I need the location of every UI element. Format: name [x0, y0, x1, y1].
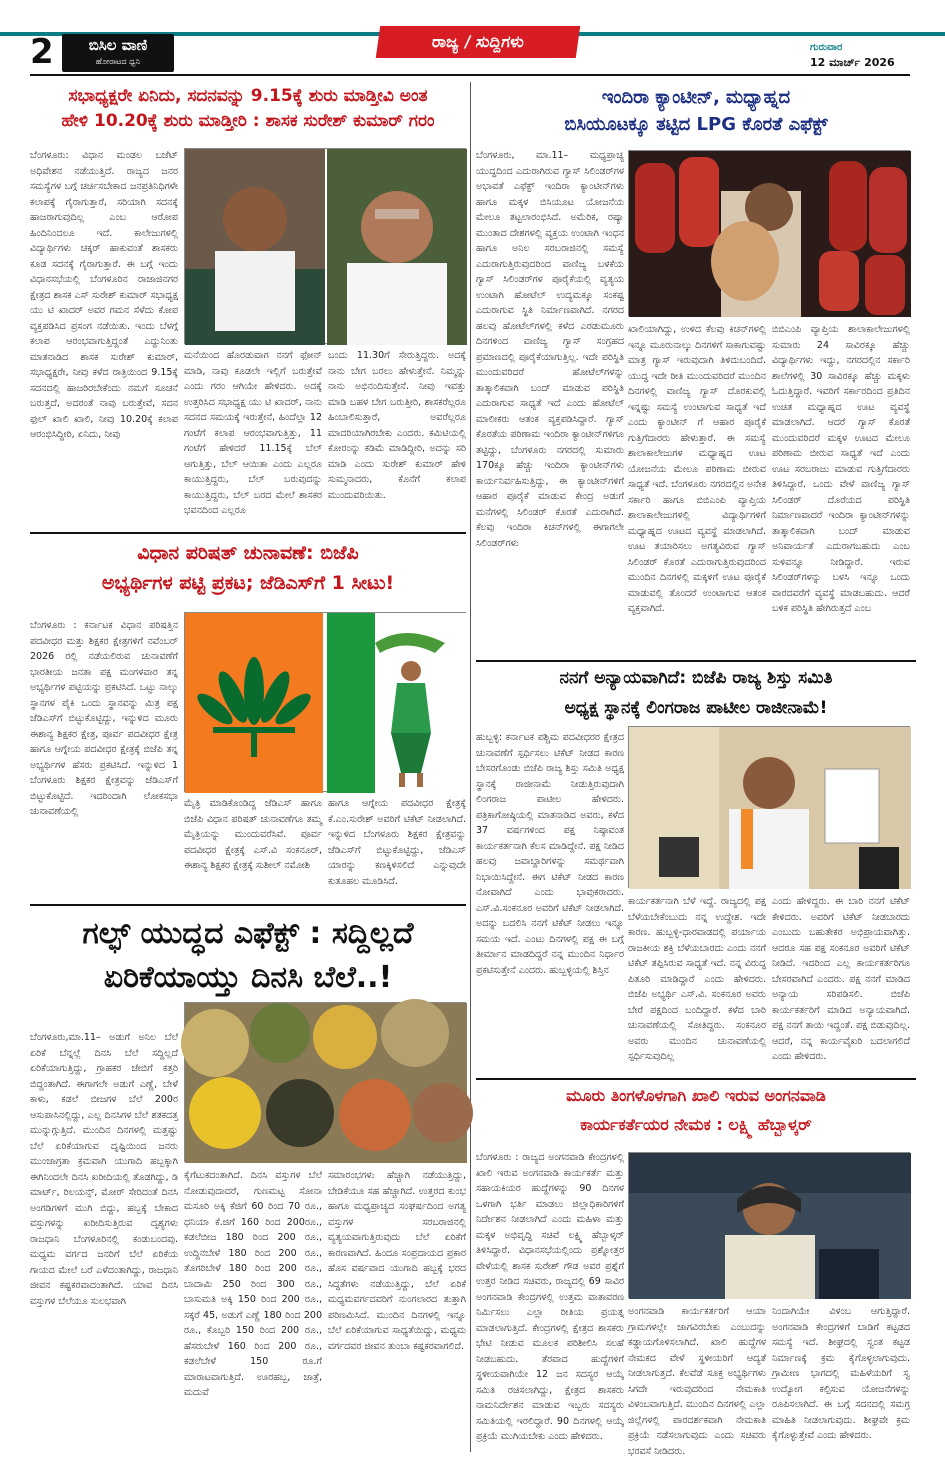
indira-headline-line2: ಬಿಸಿಯೂಟಕ್ಕೂ ತಟ್ಟಿದ LPG ಕೊರತೆ ಎಫೆಕ್ಟ್: [564, 114, 828, 135]
resign-headline-line1: ನನಗೆ ಅನ್ಯಾಯವಾಗಿದೆ: ಬಿಜೆಪಿ ರಾಜ್ಯ ಶಿಸ್ತು ಸಮಿತಿ: [559, 668, 833, 688]
indira-col2: ಖಾಲಿಯಾಗಿದ್ದು, ಉಳಿದ ಕೆಲವು ಕಿಚನ್‌ಗಳಲ್ಲಿ ಇನ್ನೂ ಮೂರುನಾಲ್ಕು ದಿನಗಳಿಗೆ ಸಾಕಾಗುವಷ್ಟು ಮಾತ್ರ ಗ್ಯಾಸ್ ಇರುವುದಾಗಿ ತಿಳಿದುಬಂದಿದೆ. ಯುದ್ಧ ಇದೇ ರೀತಿ ಮುಂದುವರಿದರೆ ಮುಂದಿನ ದಿನಗಳಲ್ಲಿ ವಾಣಿಜ್ಯ ಗ್ಯಾಸ್ ದೊರಕುವಲ್ಲಿ ಇನ್ನಷ್ಟು ಸಮಸ್ಯೆ ಉಂಟಾಗುವ ಸಾಧ್ಯತೆ ಇದೆ ಎಂದು ಕ್ಯಾಂಟೀನ್ ಗೆ ಆಹಾರ ಪೂರೈಕೆ ಗುತ್ತಿಗೆದಾರರು ಹೇಳುತ್ತಾರೆ. ಈ ಸಮಸ್ಯೆ ಶಾಲಾಕಾಲೇಜುಗಳ ಮಧ್ಯಾಹ್ನದ ಊಟ ಯೋಜನೆಯ ಮೇಲೂ ಪರಿಣಾಮ ಬೀರುವ ಸಾಧ್ಯತೆ ಇದೆ. ಬೆಂಗಳೂರು ನಗರದಲ್ಲಿನ ಅನೇಕ ಸರ್ಕಾರಿ ಹಾಗೂ ಬಿಬಿಎಂಪಿ ವ್ಯಾಪ್ತಿಯ ಶಾಲಾಕಾಲೇಜುಗಳಲ್ಲಿ ವಿದ್ಯಾರ್ಥಿಗಳಿಗೆ ಮಧ್ಯಾಹ್ನದ ಊಟದ ವ್ಯವಸ್ಥೆ ಮಾಡಲಾಗಿದೆ. ಊಟ ತಯಾರಿಸಲು ಅಗತ್ಯವಿರುವ ಗ್ಯಾಸ್ ಸಿಲಿಂಡರ್ ಕೊರತೆ ಎದುರಾಗುತ್ತಿರುವುದರಿಂದ ಮುಂದಿನ ದಿನಗಳಲ್ಲಿ ಮಕ್ಕಳಿಗೆ ಊಟ ಪೂರೈಕೆ ಮಾಡುವಲ್ಲಿ ತೊಂದರೆ ಉಂಟಾಗುವ ಆತಂಕ ವ್ಯಕ್ತವಾಗಿದೆ.: [628, 324, 766, 614]
day-label: ಗುರುವಾರ: [810, 42, 843, 53]
anganwadi-col1: ಬೆಂಗಳೂರು : ರಾಜ್ಯದ ಅಂಗನವಾಡಿ ಕೇಂದ್ರಗಳಲ್ಲಿ ಖಾಲಿ ಇರುವ ಅಂಗನವಾಡಿ ಕಾರ್ಯಕರ್ತೆ ಮತ್ತು ಸಹಾಯಕಿಯರ ಹುದ್ದೆಗಳನ್ನು 90 ದಿನಗಳ ಒಳಗಾಗಿ ಭರ್ತಿ ಮಾಡಲು ಜಿಲ್ಲಾಧಿಕಾರಿಗಳಿಗೆ ನಿರ್ದೇಶನ ನೀಡಲಾಗಿದೆ ಎಂದು ಮಹಿಳಾ ಮತ್ತು ಮಕ್ಕಳ ಅಭಿವೃದ್ಧಿ ಸಚಿವೆ ಲಕ್ಷ್ಮಿ ಹೆಬ್ಬಾಳ್ಕರ್ ತಿಳಿಸಿದ್ದಾರೆ. ವಿಧಾನಸಭೆಯಲ್ಲಿಂದು ಪ್ರಶ್ನೋತ್ತರ ವೇಳೆಯಲ್ಲಿ ಶಾಸಕ ಸುರೇಶ್ ಗೌಡ ಅವರ ಪ್ರಶ್ನೆಗೆ ಉತ್ತರ ನೀಡಿದ ಸಚಿವರು, ರಾಜ್ಯದಲ್ಲಿ 69 ಸಾವಿರ ಅಂಗನವಾಡಿ ಕೇಂದ್ರಗಳಲ್ಲಿ ಉತ್ತಮ ವಾತಾವರಣ ನಿರ್ಮಿಸಲು ಎಲ್ಲಾ ರೀತಿಯ ಪ್ರಯತ್ನ ಮಾಡಲಾಗುತ್ತಿದೆ. ಕೇಂದ್ರಗಳಲ್ಲಿ ಕ್ಷೇತ್ರದ ಶಾಸಕರು ಭೇಟಿ ನೀಡುವ ಮೂಲಕ ಪರಿಶೀಲಿಸಿ ಸಲಹೆ ನೀಡಬಹುದು. ತೆರವಾದ ಹುದ್ದೆಗಳಿಗೆ ಸ್ಥಳೀಯವಾಗಿಯೇ 12 ಜನ ಸದಸ್ಯರ ಆಯ್ಕೆ ಸಮಿತಿ ರಚಿಸಲಾಗಿದ್ದು, ಕ್ಷೇತ್ರದ ಶಾಸಕರು ನಾಮನಿರ್ದೇಶನ ಮಾಡುವ ಇಬ್ಬರು ಸದಸ್ಯರು ಸಮಿತಿಯಲ್ಲಿ ಇರಲಿದ್ದಾರೆ. 90 ದಿನಗಳಲ್ಲಿ ಆಯ್ಕೆ ಪ್ರಕ್ರಿಯೆ ಮುಗಿಯಬೇಕು ಎಂದು ಹೇಳಿದರು.: [476, 1152, 624, 1442]
divider: [476, 1078, 916, 1080]
anganwadi-headline-line2: ಕಾರ್ಯಕರ್ತೆಯರ ನೇಮಕ : ಲಕ್ಷ್ಮಿ ಹೆಬ್ಬಾಳ್ಕರ್: [580, 1114, 812, 1134]
divider: [30, 532, 466, 534]
press-meet-graphic: [629, 727, 911, 889]
minister-graphic: [629, 1153, 911, 1299]
assembly-col2: ಮನೆಯಿಂದ ಹೊರಡುವಾಗ ನನಗೆ ಫೋನ್ ಮಾಡಿ, ನಾವು ಕೂಡಲೇ ಇಲ್ಲಿಗೆ ಬರುತ್ತೇವೆ ಎಂದು ಗರಂ ಆಗಿಯೇ ಹೇಳಿದರು. ಅದಕ್ಕೆ ಉತ್ತರಿಸಿದ ಸಭಾಧ್ಯಕ್ಷ ಯು ಟಿ ಖಾದರ್, ನಾನು ಸದನದ ಸಮಯಕ್ಕೆ ಇರುತ್ತೇನೆ, ಹಿಂದೆಲ್ಲಾ 12 ಗಂಟೆಗೆ ಕಲಾಪ ಆರಂಭವಾಗುತ್ತಿತ್ತು, 11 ಗಂಟೆಗೆ ಹೇಳಿದರೆ 11.15ಕ್ಕೆ ಬೆಲ್ ಆಗುತ್ತಿತ್ತು, ಬೆಲ್ ಆಯಿತಾ ಎಂದು ಎಲ್ಲರೂ ಕಾಯುತ್ತಿದ್ದರು, ಬೆಲ್ ಬರುವುದನ್ನು ಕಾಯುತ್ತಿದ್ದರು, ಬೆಲ್ ಬರದ ಮೇಲೆ ಶಾಸಕರ ಭವನದಿಂದ ಎಲ್ಲರೂ: [184, 350, 322, 516]
gulf-col2: ಕೈಗೆಟುಕದಂತಾಗಿದೆ. ದಿನಸಿ ವಸ್ತುಗಳ ಬೆಲೆ ನೋಡುವುದಾದರೆ, ಗುಣಮಟ್ಟ ಸೋನಾ ಮಸೂರಿ ಅಕ್ಕಿ ಕೆಜಿಗೆ 60 ರಿಂದ 70 ರೂ., ಧನಿಯಾ ಕೆ.ಜಿಗೆ 160 ರಿಂದ 200ರೂ., ಕಡಲೆಬೀಜ 180 ರಿಂದ 200 ರೂ., ಉದ್ದಿನಬೇಳೆ 180 ರಿಂದ 200 ರೂ., ತೊಗರಿಬೇಳೆ 180 ರಿಂದ 200 ರೂ., ಬಾದಾಮಿ 250 ರಿಂದ 300 ರೂ., ಬಾಸುಮತಿ ಅಕ್ಕಿ 150 ರಿಂದ 200 ರೂ., ಸಕ್ಕರೆ 45, ಅಡುಗೆ ಎಣ್ಣೆ 180 ರಿಂದ 200 ರೂ., ಕೊಬ್ಬರಿ 150 ರಿಂದ 200 ರೂ., ಹೆಸರುಬೇಳೆ 160 ರಿಂದ 200 ರೂ., ಕಡಲೆಬೇಳೆ 150 ರೂ.ಗೆ ಮಾರಾಟವಾಗುತ್ತಿದೆ. ಊರಹಬ್ಬ, ಜಾತ್ರೆ, ಮದುವೆ: [184, 1170, 322, 1398]
paper-tagline: ಹೋರಾಟದ ಧ್ವನಿ: [95, 57, 141, 66]
anganwadi-col2: ಅಂಗನವಾಡಿ ಕಾರ್ಯಕರ್ತರಿಗೆ ಆಯಾ ಗ್ರಾಮಗಳಲ್ಲೇ ಜಾಗವಿರಬೇಕು ಎಂಬುದನ್ನು ಕಡ್ಡಾಯಗೊಳಿಸಲಾಗಿದೆ. ಖಾಲಿ ಹುದ್ದೆಗಳ ನೇಮಕದ ವೇಳೆ ಸ್ಥಳೀಯರಿಗೆ ಆದ್ಯತೆ ನೀಡಲಾಗುತ್ತದೆ. ಕೆಲವೆಡೆ ಸೂಕ್ತ ಅಭ್ಯರ್ಥಿಗಳು ಸಿಗದೇ ಇರುವುದರಿಂದ ನೇಮಕಾತಿ ವಿಳಂಬವಾಗುತ್ತಿದೆ. ಮುಂದಿನ ದಿನಗಳಲ್ಲಿ ಎಲ್ಲಾ ಜಿಲ್ಲೆಗಳಲ್ಲಿ ಪಾರದರ್ಶಕವಾಗಿ ನೇಮಕಾತಿ ಪ್ರಕ್ರಿಯೆ ನಡೆಸಲಾಗುವುದು ಎಂದು ಸಚಿವರು ಭರವಸೆ ನೀಡಿದರು.: [628, 1306, 766, 1457]
gulf-headline-line2: ಏರಿಕೆಯಾಯ್ತು ದಿನಸಿ ಬೆಲೆ..!: [103, 959, 393, 995]
lpg-photo: [628, 150, 910, 316]
resignation-letter-icon: [825, 769, 879, 843]
grains-graphic: [185, 1003, 467, 1163]
gulf-col1: ಬೆಂಗಳೂರು,ಮಾ.11– ಅಡುಗೆ ಅನಿಲ ಬೆಲೆ ಏರಿಕೆ ಬೆನ್ನಲ್ಲೆ ದಿನಸಿ ಬೆಲೆ ಸದ್ದಿಲ್ಲದೆ ಏರಿಕೆಯಾಗುತ್ತಿದ್ದು, ಗ್ರಾಹಕರ ಜೇಬಿಗೆ ಕತ್ತರಿ ಬಿದ್ದಂತಾಗಿದೆ. ಈಗಾಗಲೇ ಅಡುಗೆ ಎಣ್ಣೆ, ಬೇಳೆ ಕಾಳು, ಕಡಲೆ ಬೀಜಗಳ ಬೆಲೆ 200ರ ಆಸುಪಾಸಿನಲ್ಲಿದ್ದು, ಎಲ್ಲ ದಿನಸಿಗಳ ಬೆಲೆ ಶತಕದತ್ತ ಮುನ್ನುಗ್ಗುತ್ತಿದೆ. ಮುಂದಿನ ದಿನಗಳಲ್ಲಿ ಮತ್ತಷ್ಟು ಬೆಲೆ ಏರಿಕೆಯಾಗುವ ದೃಷ್ಟಿಯಿಂದ ಜನರು ಮುಂಜಾಗ್ರತಾ ಕ್ರಮವಾಗಿ ಯುಗಾದಿ ಹಬ್ಬಕ್ಕಾಗಿ ಈಗಿನಿಂದಲೇ ದಿನಸಿ ಖರೀದಿಯಲ್ಲಿ ತೊಡಗಿದ್ದು, ಡಿ ಮಾರ್ಟ್, ರಿಲಯನ್ಸ್, ಮೋರ್ ಸೇರಿದಂತೆ ದಿನಸಿ ಅಂಗಡಿಗಳಿಗೆ ಮುಗಿ ಬಿದ್ದು, ಹಬ್ಬಕ್ಕೆ ಬೇಕಾದ ವಸ್ತುಗಳನ್ನು ಖರೀದಿಸುತ್ತಿರುವ ದೃಶ್ಯಗಳು ರಾಜಧಾನಿ ಬೆಂಗಳೂರಿನಲ್ಲಿ ಕಂಡುಬಂದವು. ಮಧ್ಯಮ ವರ್ಗದ ಜನರಿಗೆ ಬೆಲೆ ಏರಿಕೆಯ ಗಾಯದ ಮೇಲೆ ಬರೆ ಎಳೆದಂತಾಗಿದ್ದು, ರಾಜಧಾನಿ ಜೀವನ ಕಷ್ಟಕರವಾದಂತಾಗಿದೆ. ಯಾವ ದಿನಸಿ ವಸ್ತುಗಳ ಬೆಲೆಯೂ ಸುಲಭವಾಗಿ: [30, 1032, 178, 1307]
paper-name: ಬಿಸಿಲ ವಾಣಿ: [88, 36, 148, 54]
page-number: 2: [30, 32, 54, 72]
grains-photo: [184, 1002, 466, 1162]
resign-col1: ಹುಬ್ಬಳ್ಳಿ: ಕರ್ನಾಟಕ ಪಶ್ಚಿಮ ಪದವೀಧರರ ಕ್ಷೇತ್ರದ ಚುನಾವಣೆಗೆ ಸ್ಪರ್ಧಿಸಲು ಟಿಕೆಟ್ ನೀಡದ ಕಾರಣ ಬೇಸರಗೊಂಡು ಬಿಜೆಪಿ ರಾಜ್ಯ ಶಿಸ್ತು ಸಮಿತಿ ಅಧ್ಯಕ್ಷ ಸ್ಥಾನಕ್ಕೆ ರಾಜೀನಾಮೆ ನೀಡುತ್ತಿರುವುದಾಗಿ ಲಿಂಗರಾಜ ಪಾಟೀಲ ಹೇಳಿದರು. ಪತ್ರಿಕಾಗೋಷ್ಠಿಯಲ್ಲಿ ಮಾತನಾಡಿದ ಅವರು, ಕಳೆದ 37 ವರ್ಷಗಳಿಂದ ಪಕ್ಷ ನಿಷ್ಠಾವಂತ ಕಾರ್ಯಕರ್ತನಾಗಿ ಕೆಲಸ ಮಾಡಿದ್ದೇನೆ. ಪಕ್ಷ ನೀಡಿದ ಹಲವು ಜವಾಬ್ದಾರಿಗಳನ್ನು ಸಮರ್ಥವಾಗಿ ನಿಭಾಯಿಸಿದ್ದೇನೆ. ಈಗ ಟಿಕೆಟ್ ನೀಡದ ಕಾರಣ ನೋವಾಗಿದೆ ಎಂದು ಭಾವುಕರಾದರು. ಎಸ್.ವಿ.ಸಂಕನೂರ ಅವರಿಗೆ ಟಿಕೆಟ್ ನೀಡಲಾಗಿದೆ. ಅದನ್ನು ಬದಲಿಸಿ ನನಗೆ ಟಿಕೆಟ್ ನೀಡಲು ಇನ್ನೂ ಸಮಯ ಇದೆ. ಎಂಟು ದಿನಗಳಲ್ಲಿ ಪಕ್ಷ ಈ ಬಗ್ಗೆ ತೀರ್ಮಾನ ಮಾಡದಿದ್ದರೆ ನನ್ನ ಮುಂದಿನ ನಿರ್ಧಾರ ಪ್ರಕಟಿಸುತ್ತೇನೆ ಎಂದರು. ಹುಬ್ಬಳ್ಳಿಯಲ್ಲಿ ಶಿಸ್ತಿನ: [476, 732, 624, 976]
resign-col3: ಎಂದು ಹೇಳಿದ್ದರು. ಈ ಬಾರಿ ನನಗೆ ಟಿಕೆಟ್ ಕೇಳಿದರು. ಅವರಿಗೆ ಟಿಕೆಟ್ ನೀಡಬಾರದು ಎಂಬುದು ಬಹುತೇಕರ ಅಭಿಪ್ರಾಯವಾಗಿತ್ತು. ಆದರೂ ಸಹ ಪಕ್ಷ ಸಂಕನೂರ ಅವರಿಗೆ ಟಿಕೆಟ್ ನೀಡಿದೆ. ಇದರಿಂದ ಎಲ್ಲ ಕಾರ್ಯಕರ್ತರಿಗೂ ಬೇಸರವಾಗಿದೆ ಎಂದರು. ಪಕ್ಷ ನನಗೆ ಮಾಡಿದ ಅನ್ಯಾಯ ಸರಿಪಡಿಸಲಿ. ಬಿಜೆಪಿ ಕಾರ್ಯಕರ್ತರಿಗೆ ಮಾಡಿದ ಅನ್ಯಾಯವಾಗಿದೆ. ಪಕ್ಷ ನನಗೆ ತಾಯಿ ಇದ್ದಂತೆ. ಪಕ್ಷ ಬಿಡುವುದಿಲ್ಲ. ಆದರೆ, ನನ್ನ ಕಾರ್ಯವೈಖರಿ ಬದಲಾಗಲಿದೆ ಎಂದು ಹೇಳಿದರು.: [772, 896, 910, 1062]
gulf-headline-line1: ಗಲ್ಫ್ ಯುದ್ಧದ ಎಫೆಕ್ಟ್ : ಸದ್ದಿಲ್ಲದೆ: [82, 916, 414, 951]
gulf-headline: [30, 912, 466, 999]
indira-col3: ಬಿಬಿಎಂಪಿ ವ್ಯಾಪ್ತಿಯ ಶಾಲಾಕಾಲೇಜುಗಳಲ್ಲಿ ಸುಮಾರು 24 ಸಾವಿರಕ್ಕೂ ಹೆಚ್ಚು ವಿದ್ಯಾರ್ಥಿಗಳು ಇದ್ದು, ನಗರದಲ್ಲಿನ ಸರ್ಕಾರಿ ಶಾಲೆಗಳಲ್ಲಿ 30 ಸಾವಿರಕ್ಕೂ ಹೆಚ್ಚು ಮಕ್ಕಳು ಓದುತ್ತಿದ್ದಾರೆ. ಇವರಿಗೆ ಸರ್ಕಾರದಿಂದ ಪ್ರತಿದಿನ ಉಚಿತ ಮಧ್ಯಾಹ್ನದ ಊಟ ವ್ಯವಸ್ಥೆ ಮಾಡಲಾಗಿದೆ. ಆದರೆ ಗ್ಯಾಸ್ ಕೊರತೆ ಮುಂದುವರಿದರೆ ಮಕ್ಕಳ ಊಟದ ಮೇಲೂ ಪರಿಣಾಮ ಬೀರುವ ಸಾಧ್ಯತೆ ಇದೆ ಎಂದು ಊಟ ಸರಬರಾಜು ಮಾಡುವ ಗುತ್ತಿಗೆದಾರರು ತಿಳಿಸಿದ್ದಾರೆ. ಒಂದು ವೇಳೆ ವಾಣಿಜ್ಯ ಗ್ಯಾಸ್ ಸಿಲಿಂಡರ್ ದೊರೆಯದ ಪರಿಸ್ಥಿತಿ ನಿರ್ಮಾಣವಾದರೆ ಇಂದಿರಾ ಕ್ಯಾಂಟೀನ್‌ಗಳನ್ನು ತಾತ್ಕಾಲಿಕವಾಗಿ ಬಂದ್ ಮಾಡುವ ಅನಿವಾರ್ಯತೆ ಎದುರಾಗಬಹುದು ಎಂಬ ಸುಳಿವನ್ನೂ ನೀಡಿದ್ದಾರೆ. ಇರುವ ಸಿಲಿಂಡರ್‌ಗಳನ್ನು ಬಳಸಿ ಇನ್ನೂ ಒಂದು ವಾರದವರೆಗೆ ವ್ಯವಸ್ಥೆ ಮಾಡಬಹುದು. ಆದರೆ ಬಳಿಕ ಪರಿಸ್ಥಿತಿ ಹೇಗಿರುತ್ತದೆ ಎಂಬ: [772, 324, 910, 614]
minister-photo: [628, 1152, 910, 1298]
section-title: ರಾಜ್ಯ / ಸುದ್ದಿಗಳು: [376, 26, 580, 58]
council-col3: ಹಾಗೂ ಆಗ್ನೇಯ ಪದವೀಧರ ಕ್ಷೇತ್ರಕ್ಕೆ ಕೆ.ಎಂ.ಸುರೇಶ್ ಅವರಿಗೆ ಟಿಕೆಟ್ ನೀಡಲಾಗಿದೆ. ಇನ್ನುಳಿದ ಬೆಂಗಳೂರು ಶಿಕ್ಷಕರ ಕ್ಷೇತ್ರವನ್ನು ಜೆಡಿಎಸ್‌ಗೆ ಬಿಟ್ಟುಕೊಟ್ಟಿದ್ದು, ಜೆಡಿಎಸ್ ಯಾರನ್ನು ಕಣಕ್ಕಿಳಿಸಲಿದೆ ಎನ್ನುವುದೇ ಕುತೂಹಲ ಮೂಡಿಸಿದೆ.: [328, 798, 466, 887]
council-headline-line1: ವಿಧಾನ ಪರಿಷತ್ ಚುನಾವಣೆ: ಬಿಜೆಪಿ: [137, 542, 359, 564]
assembly-headline-line2: ಹೇಳಿ 10.20ಕ್ಕೆ ಶುರು ಮಾಡ್ತೀರಿ : ಶಾಸಕ ಸುರೇಶ್ ಕುಮಾರ್ ಗರಂ: [61, 110, 435, 131]
date-label: 12 ಮಾರ್ಚ್ 2026: [810, 56, 895, 69]
center-column-rule: [470, 82, 471, 1452]
assembly-photo: [184, 148, 466, 344]
council-photo: [184, 612, 466, 792]
divider: [476, 660, 916, 662]
council-headline-line2: ಅಭ್ಯರ್ಥಿಗಳ ಪಟ್ಟಿ ಪ್ರಕಟ; ಜೆಡಿಎಸ್‌ಗೆ 1 ಸೀಟು!: [101, 572, 395, 595]
resign-col2: ಕಾರ್ಯಕರ್ತನಾಗಿ ಬೆಳೆ ಇದ್ದೆ. ರಾಜ್ಯದಲ್ಲಿ ಪಕ್ಷ ಬೆಳೆಯಬೇಕೆಂಬುದು ನನ್ನ ಉದ್ದೇಶ. ಇದೇ ಕಾರಣ. ಹುಬ್ಬಳ್ಳಿ-ಧಾರವಾಡದಲ್ಲಿ ಪರ್ಯಾಯ ರಾಜಕೀಯ ಶಕ್ತಿ ಬೆಳೆಯಬಾರದು ಎಂದು ನನಗೆ ಟಿಕೆಟ್ ತಪ್ಪಿಸಿರುವ ಸಾಧ್ಯತೆ ಇದೆ. ನನ್ನ ವಿರುದ್ಧ ಪಿತೂರಿ ಮಾಡಿದ್ದಾರೆ ಎಂದು ಹೇಳಿದರು. ಬಿಜೆಪಿ ಅಭ್ಯರ್ಥಿ ಎಸ್.ವಿ. ಸಂಕನೂರ ಅವರು ಬೇರೆ ಪಕ್ಷದಿಂದ ಬಂದಿದ್ದಾರೆ. ಕಳೆದ ಬಾರಿ ಚುನಾವಣೆಯಲ್ಲಿ ಸೋತಿದ್ದರು. ಸಂಕನೂರ ಅವರು ಮುಂದಿನ ಚುನಾವಣೆಯಲ್ಲಿ ಸ್ಪರ್ಧಿಸುವುದಿಲ್ಲ: [628, 896, 766, 1062]
lpg-cylinders-graphic: [629, 151, 911, 317]
resign-headline: [476, 664, 916, 724]
assembly-col3: ಬಂದು 11.30ಗೆ ಸೇರುತ್ತಿದ್ದರು. ಅದಕ್ಕೆ ನಾನು ಬೇಗ ಬರಲು ಹೇಳುತ್ತೇನೆ. ನಿಮ್ಮನ್ನು ನಾನು ಅಭಿನಂದಿಸುತ್ತೇನೆ. ನೀವು ಇವತ್ತು ಮಾಡಿ ಬಹಳ ಬೇಗ ಬರುತ್ತೀರಿ, ಶಾಸಕರೆಲ್ಲರೂ ಹಿಂಬಾಲಿಸುತ್ತಾರೆ, ಅವರೆಲ್ಲರೂ ಮಾದರಿಯಾಗಿರಬೇಕು ಎಂದರು. ಕಮಿಟಿಯಲ್ಲಿ ಕೋರಂನ್ನು ಕಡಿಮೆ ಮಾಡಿದ್ದೀರಿ, ಅದನ್ನು ಸರಿ ಮಾಡಿ ಎಂದು ಸುರೇಶ್ ಕುಮಾರ್ ಹೇಳಿ ಸುಮ್ಮನಾದರು, ಕೊನೆಗೆ ಕಲಾಪ ಮುಂದುವರಿಯಿತು.: [328, 350, 466, 501]
assembly-photo-graphic: [185, 149, 467, 345]
masthead-underline: [30, 74, 910, 76]
paper-logo: [62, 34, 174, 72]
divider: [30, 904, 466, 906]
council-col1: ಬೆಂಗಳೂರು : ಕರ್ನಾಟಕ ವಿಧಾನ ಪರಿಷತ್ತಿನ ಪದವೀಧರ ಮತ್ತು ಶಿಕ್ಷಕರ ಕ್ಷೇತ್ರಗಳಿಗೆ ನವೆಂಬರ್ 2026 ರಲ್ಲಿ ನಡೆಯಲಿರುವ ಚುನಾವಣೆಗೆ ಭಾರತೀಯ ಜನತಾ ಪಕ್ಷ ಮಂಗಳವಾರ ತನ್ನ ಅಭ್ಯರ್ಥಿಗಳ ಪಟ್ಟಿಯನ್ನು ಪ್ರಕಟಿಸಿದೆ. ಒಟ್ಟು ನಾಲ್ಕು ಸ್ಥಾನಗಳ ಪೈಕಿ ಒಂದು ಸ್ಥಾನವನ್ನು ಮಿತ್ರ ಪಕ್ಷ ಜೆಡಿಎಸ್‌ಗೆ ಬಿಟ್ಟುಕೊಟ್ಟಿದ್ದು, ಇನ್ನುಳಿದ ಮೂರು ಈಶಾನ್ಯ ಶಿಕ್ಷಕರ ಕ್ಷೇತ್ರ, ಪೂರ್ವ ಪದವೀಧರ ಕ್ಷೇತ್ರ ಹಾಗೂ ಆಗ್ನೇಯ ಪದವೀಧರ ಕ್ಷೇತ್ರಕ್ಕೆ ಬಿಜೆಪಿ ತನ್ನ ಅಭ್ಯರ್ಥಿಗಳ ಹೆಸರು ಪ್ರಕಟಿಸಿದೆ. ಇನ್ನುಳಿದ 1 ಬೆಂಗಳೂರು ಶಿಕ್ಷಕರ ಕ್ಷೇತ್ರವನ್ನು ಜೆಡಿಎಸ್‌ಗೆ ಬಿಟ್ಟುಕೊಟ್ಟಿದೆ. ಇದರಿಂದಾಗಿ ಲೋಕಸಭಾ ಚುನಾವಣೆಯಲ್ಲಿ: [30, 620, 178, 817]
indira-headline: [476, 84, 916, 138]
resign-photo: [628, 726, 910, 888]
indira-col1: ಬೆಂಗಳೂರು, ಮಾ.11– ಮಧ್ಯಪ್ರಾಚ್ಯ ಯುದ್ಧದಿಂದ ಎದುರಾಗಿರುವ ಗ್ಯಾಸ್ ಸಿಲಿಂಡರ್‌ಗಳ ಅಭಾವತೆ ಎಫೆಕ್ಟ್ ಇಂದಿರಾ ಕ್ಯಾಂಟೀನ್‌ಗಳು ಹಾಗೂ ಮಕ್ಕಳ ಬಿಸಿಯೂಟ ಯೋಜನೆಯ ಮೇಲೂ ತಟ್ಟಲಾರಂಭಿಸಿದೆ. ಅಮೆರಿಕ, ರಷ್ಯಾ ಮುಂತಾದ ದೇಶಗಳಲ್ಲಿ ವ್ಯಕ್ತಯ ಉಂಟಾಗಿ ಇಂಧನ ಹಾಗೂ ಅನಿಲ ಸರಬರಾಜಿನಲ್ಲಿ ಸಮಸ್ಯೆ ಎದುರಾಗುತ್ತಿರುವುದರಿಂದ ವಾಣಿಜ್ಯ ಬಳಕೆಯ ಗ್ಯಾಸ್ ಸಿಲಿಂಡರ್‌ಗಳ ಪೂರೈಕೆಯಲ್ಲಿ ವ್ಯತ್ಯಯ ಉಂಟಾಗಿ ಹೋಟೆಲ್ ಉದ್ಯಮಕ್ಕೂ ಸಂಕಷ್ಟ ಎದುರಾಗುವ ಸ್ಥಿತಿ ನಿರ್ಮಾಣವಾಗಿದೆ. ನಗರದ ಹಲವು ಹೋಟೆಲ್‌ಗಳಲ್ಲಿ ಕಳೆದ ಎರಡುಮೂರು ದಿನಗಳಿಂದ ವಾಣಿಜ್ಯ ಗ್ಯಾಸ್ ಸಂಗ್ರಹದ ಪ್ರಮಾಣದಲ್ಲಿ ಪೂರೈಕೆಯಾಗುತ್ತಿಲ್ಲ. ಇದೇ ಪರಿಸ್ಥಿತಿ ಮುಂದುವರಿದರೆ ಹೋಟೆಲ್‌ಗಳನ್ನು ತಾತ್ಕಾಲಿಕವಾಗಿ ಬಂದ್ ಮಾಡುವ ಪರಿಸ್ಥಿತಿ ಎದುರಾಗುವ ಸಾಧ್ಯತೆ ಇದೆ ಎಂದು ಹೋಟೆಲ್ ಮಾಲೀಕರು ಆತಂಕ ವ್ಯಕ್ತಪಡಿಸಿದ್ದಾರೆ. ಗ್ಯಾಸ್ ಕೊರತೆಯ ಪರಿಣಾಮ ಇಂದಿರಾ ಕ್ಯಾಂಟೀನ್‌ಗಳಿಗೂ ತಟ್ಟಿದ್ದು, ಬೆಂಗಳೂರು ನಗರದಲ್ಲಿ ಸುಮಾರು 170ಕ್ಕೂ ಹೆಚ್ಚು ಇಂದಿರಾ ಕ್ಯಾಂಟೀನ್‌ಗಳು ಕಾರ್ಯನಿರ್ವಹಿಸುತ್ತಿದ್ದು, ಈ ಕ್ಯಾಂಟೀನ್‌ಗಳಿಗೆ ಆಹಾರ ಪೂರೈಕೆ ಮಾಡುವ ಕೇಂದ್ರ ಅಡುಗೆ ಮನೆಗಳಲ್ಲಿ ಸಿಲಿಂಡರ್ ಕೊರತೆ ಎದುರಾಗಿದೆ. ಕೆಲವು ಇಂದಿರಾ ಕಿಚನ್‌ಗಳಲ್ಲಿ ಈಗಾಗಲೇ ಸಿಲಿಂಡರ್‌ಗಳು: [476, 150, 624, 549]
indira-headline-line1: ಇಂದಿರಾ ಕ್ಯಾಂಟೀನ್, ಮಧ್ಯಾಹ್ನದ: [601, 87, 791, 108]
anganwadi-headline: [476, 1082, 916, 1140]
assembly-headline-line1: ಸಭಾಧ್ಯಕ್ಷರೇ ಏನಿದು, ಸದನವನ್ನು 9.15ಕ್ಕೆ ಶುರು ಮಾಡ್ತೀವಿ ಅಂತ: [68, 86, 428, 106]
council-headline: [30, 538, 466, 599]
resign-headline-line2: ಅಧ್ಯಕ್ಷ ಸ್ಥಾನಕ್ಕೆ ಲಿಂಗರಾಜ ಪಾಟೀಲ ರಾಜೀನಾಮೆ!: [564, 697, 828, 718]
assembly-col1: ಬೆಂಗಳೂರು: ವಿಧಾನ ಮಂಡಲ ಬಜೆಟ್ ಅಧಿವೇಶನ ನಡೆಯುತ್ತಿದೆ. ರಾಜ್ಯದ ಜನರ ಸಮಸ್ಯೆಗಳ ಬಗ್ಗೆ ಚರ್ಚಿಸಬೇಕಾದ ಜನಪ್ರತಿನಿಧಿಗಳೇ ಕಲಾಪಕ್ಕೆ ಗೈರಾಗುತ್ತಾರೆ, ಸರಿಯಾಗಿ ಸದನಕ್ಕೆ ಹಾಜರಾಗುವುದಿಲ್ಲ ಎಂಬ ಆರೋಪ ಹಿಂದಿನಿಂದಲೂ ಇದೆ. ಕಾಲೇಜುಗಳಲ್ಲಿ ವಿದ್ಯಾರ್ಥಿಗಳು ಚಕ್ಕರ್ ಹಾಕುವಂತೆ ಶಾಸಕರು ಕೂಡ ಸದನಕ್ಕೆ ಗೈರಾಗುತ್ತಾರೆ. ಈ ಬಗ್ಗೆ ಇಂದು ವಿಧಾನಸಭೆಯಲ್ಲಿ ಬೆಂಗಳೂರಿನ ರಾಜಾಜಿನಗರ ಕ್ಷೇತ್ರದ ಶಾಸಕ ಎಸ್ ಸುರೇಶ್ ಕುಮಾರ್ ಸಭಾಧ್ಯಕ್ಷ ಯು ಟಿ ಖಾದರ್ ಅವರ ಗಮನ ಸೆಳೆದು ಕೋಪ ವ್ಯಕ್ತಪಡಿಸಿದ ಪ್ರಸಂಗ ನಡೆಯಿತು. ಇಂದು ಬೆಳಗ್ಗೆ ಕಲಾಪ ಆರಂಭವಾಗುತ್ತಿದ್ದಂತೆ ಎದ್ದುನಿಂತು ಮಾತನಾಡಿದ ಶಾಸಕ ಸುರೇಶ್ ಕುಮಾರ್, ಸಭಾಧ್ಯಕ್ಷರೇ, ನೀವು ಕಳೆದ ರಾತ್ರಿಯಿಂದ 9.15ಕ್ಕೆ ಸದನದಲ್ಲಿ ಹಾಜರಿರಬೇಕೆಂದು ನಮಗೆ ಸೂಚನೆ ಬರುತ್ತದೆ, ಅದರಂತೆ ನಾವು ಬರುತ್ತೇವೆ, ಸದನ ಫುಲ್ ಖಾಲಿ ಖಾಲಿ, ನೀವು 10.20ಕ್ಕೆ ಕಲಾಪ ಆರಂಭಿಸಿದ್ದೀರಿ, ಏನಿದು, ನೀವು: [30, 150, 178, 440]
gulf-col3: ಸಮಾರಂಭಗಳು ಹೆಚ್ಚಾಗಿ ನಡೆಯುತ್ತಿದ್ದು, ಬೇಡಿಕೆಯೂ ಸಹ ಹೆಚ್ಚಾಗಿದೆ. ಉತ್ತರದ ಕುಂಭ ಹಾಗೂ ಮಧ್ಯಪ್ರಾಚ್ಯದ ಸಂಘರ್ಷದಿಂದ ಅಗತ್ಯ ವಸ್ತುಗಳ ಸರಬರಾಜಿನಲ್ಲಿ ವ್ಯತ್ಯಯವಾಗುತ್ತಿರುವುದು ಬೆಲೆ ಏರಿಕೆಗೆ ಕಾರಣವಾಗಿದೆ. ಹಿಂದೂ ಸಂಪ್ರದಾಯದ ಪ್ರಕಾರ ಹೊಸ ವರ್ಷವಾದ ಯುಗಾದಿ ಹಬ್ಬಕ್ಕೆ ಭರದ ಸಿದ್ಧತೆಗಳು ನಡೆಯುತ್ತಿದ್ದು, ಬೆಲೆ ಏರಿಕೆ ಮಧ್ಯಮವರ್ಗದವರಿಗೆ ನುಂಗಲಾರದ ತುತ್ತಾಗಿ ಪರಿಣಮಿಸಿದೆ. ಮುಂದಿನ ದಿನಗಳಲ್ಲಿ ಇನ್ನೂ ಬೆಲೆ ಏರಿಕೆಯಾಗುವ ಸಾಧ್ಯತೆಯಿದ್ದು, ಮಧ್ಯಮ ವರ್ಗದವರ ಜೀವನ ತುಂಬಾ ಕಷ್ಟಕರವಾಗಲಿದೆ.: [328, 1170, 466, 1352]
council-col2: ಮೈತ್ರಿ ಮಾಡಿಕೊಂಡಿದ್ದ ಜೆಡಿಎಸ್ ಹಾಗೂ ಬಿಜೆಪಿ ವಿಧಾನ ಪರಿಷತ್ ಚುನಾವಣೆಗೂ ತಮ್ಮ ಮೈತ್ರಿಯನ್ನು ಮುಂದುವರೆಸಿವೆ. ಪೂರ್ವ ಪದವೀಧರ ಕ್ಷೇತ್ರಕ್ಕೆ ಎಸ್.ವಿ ಸಂಕನೂರ್, ಈಶಾನ್ಯ ಶಿಕ್ಷಕರ ಕ್ಷೇತ್ರಕ್ಕೆ ಸುಶೀಲ್ ನಮೋಶಿ: [184, 798, 322, 871]
assembly-headline: [30, 84, 466, 133]
anganwadi-col3: ನಿಂದಾಗಿಯೇ ವಿಳಂಬ ಆಗುತ್ತಿದ್ದಾರೆ. ಅಂಗನವಾಡಿ ಕೇಂದ್ರಗಳಿಗೆ ಬಾಡಿಗೆ ಕಟ್ಟಡದ ಸಮಸ್ಯೆ ಇದೆ. ಶೀಘ್ರದಲ್ಲಿ ಸ್ವಂತ ಕಟ್ಟಡ ನಿರ್ಮಾಣಕ್ಕೆ ಕ್ರಮ ಕೈಗೊಳ್ಳಲಾಗುವುದು. ಗ್ರಾಮೀಣ ಭಾಗದಲ್ಲಿ ಮಹಿಳೆಯರಿಗೆ ಸ್ವ ಉದ್ಯೋಗ ಕಲ್ಪಿಸುವ ಯೋಜನೆಗಳನ್ನು ರೂಪಿಸಲಾಗಿದೆ. ಈ ಬಗ್ಗೆ ಸದನದಲ್ಲಿ ಸಮಗ್ರ ಮಾಹಿತಿ ನೀಡಲಾಗುವುದು. ಶೀಘ್ರವೇ ಕ್ರಮ ಕೈಗೊಳ್ಳುತ್ತೇವೆ ಎಂದು ಹೇಳಿದರು.: [772, 1306, 910, 1441]
party-logos-graphic: [185, 613, 467, 793]
anganwadi-headline-line1: ಮೂರು ತಿಂಗಳೊಳಗಾಗಿ ಖಾಲಿ ಇರುವ ಅಂಗನವಾಡಿ: [566, 1086, 826, 1105]
